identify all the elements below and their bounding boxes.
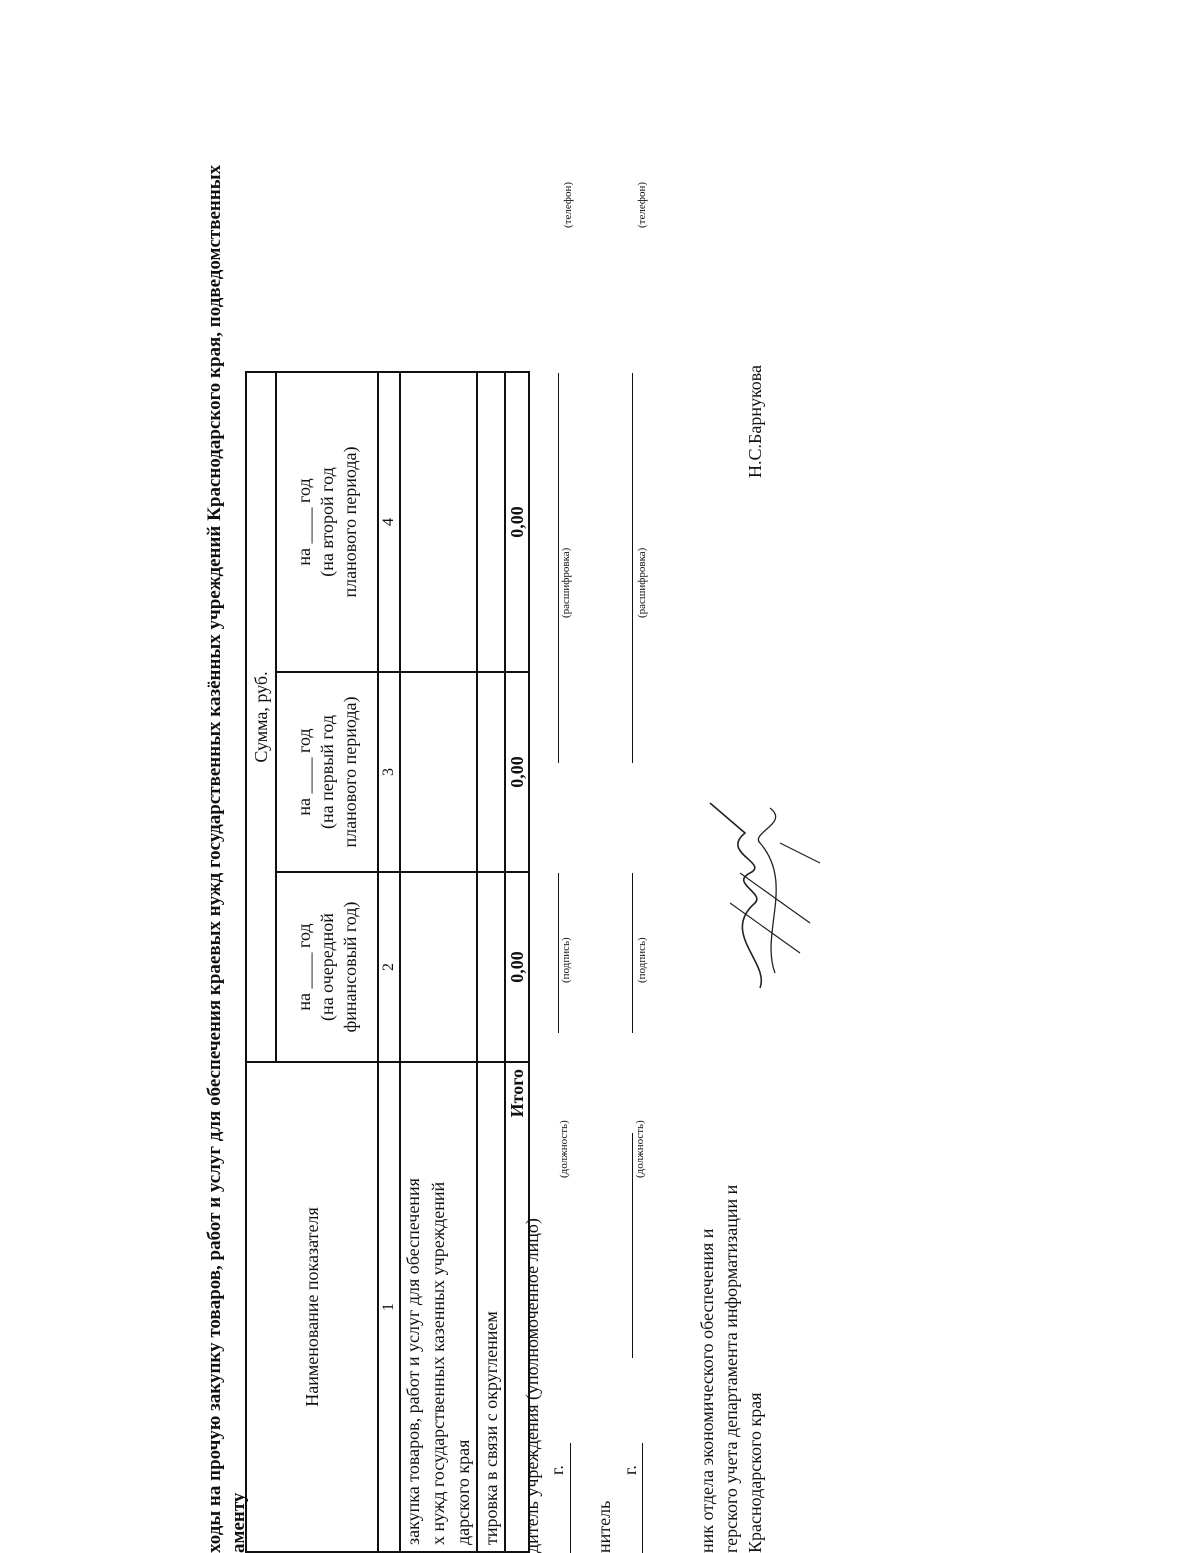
head-signature-line bbox=[558, 873, 559, 1033]
head-label: дитель учреждения (уполномоченное лицо) bbox=[522, 1218, 542, 1553]
row-value bbox=[400, 672, 477, 872]
row-value bbox=[400, 872, 477, 1062]
header-sum: Сумма, руб. bbox=[246, 372, 276, 1062]
executor-label: нитель bbox=[594, 1500, 614, 1553]
header-col-3: на ____ год (на первый год планового периода) bbox=[276, 672, 378, 872]
head-year-mark: г. bbox=[547, 1465, 567, 1475]
header-col-4: на ____ год (на второй год планового периода) bbox=[276, 372, 378, 672]
document-page bbox=[200, 0, 1200, 1553]
head-signature-caption: (подпись) bbox=[560, 937, 572, 983]
row-value bbox=[477, 372, 505, 672]
expense-table bbox=[245, 371, 530, 1553]
row-name: закупка товаров, работ и услуг для обеспечения х нужд государственных казенных учреждений дарского края bbox=[400, 1062, 477, 1552]
total-value-col-3: 0,00 bbox=[505, 672, 529, 872]
row-name: тировка в связи с округлением bbox=[477, 1062, 505, 1552]
executor-decoding-caption: (расшифровка) bbox=[636, 547, 648, 618]
head-decoding-caption: (расшифровка) bbox=[560, 547, 572, 618]
total-value-col-4: 0,00 bbox=[505, 372, 529, 672]
head-position-caption: (должность) bbox=[558, 1120, 570, 1178]
executor-position-caption: (должность) bbox=[634, 1120, 646, 1178]
executor-phone-caption: (телефон) bbox=[636, 181, 648, 228]
header-indicator-name: Наименование показателя bbox=[246, 1062, 378, 1552]
table-row bbox=[477, 372, 505, 1552]
row-value bbox=[400, 372, 477, 672]
heading-line-1: ходы на прочую закупку товаров, работ и услуг для обеспечения краевых нужд государственных казённых учреждений Краснодарского края, подведомственных bbox=[204, 164, 225, 1553]
col-number-2: 2 bbox=[378, 872, 400, 1062]
approval-line-2: герского учета департамента информатизации и bbox=[721, 1184, 741, 1553]
executor-signature-caption: (подпись) bbox=[636, 937, 648, 983]
approval-name: Н.С.Барнукова bbox=[745, 364, 765, 478]
executor-signature-line bbox=[632, 873, 633, 1033]
table-row bbox=[400, 372, 477, 1552]
approval-line-3: Краснодарского края bbox=[745, 1392, 765, 1553]
heading-line-2: аменту bbox=[228, 1492, 249, 1553]
row-value bbox=[477, 872, 505, 1062]
head-phone-caption: (телефон) bbox=[562, 181, 574, 228]
approval-line-1: ник отдела экономического обеспечения и bbox=[697, 1228, 717, 1553]
executor-year-mark: г. bbox=[620, 1465, 640, 1475]
handwritten-signature bbox=[700, 793, 850, 993]
header-col-2: на ____ год (на очередной финансовый год) bbox=[276, 872, 378, 1062]
executor-decoding-line bbox=[632, 373, 633, 763]
total-value-col-2: 0,00 bbox=[505, 872, 529, 1062]
head-decoding-line bbox=[558, 373, 559, 763]
executor-position-line bbox=[632, 1133, 633, 1358]
total-label: Итого bbox=[505, 1062, 529, 1552]
head-date-line bbox=[570, 1443, 571, 1553]
col-number-4: 4 bbox=[378, 372, 400, 672]
col-number-3: 3 bbox=[378, 672, 400, 872]
executor-date-line bbox=[642, 1443, 643, 1553]
row-value bbox=[477, 672, 505, 872]
col-number-1: 1 bbox=[378, 1062, 400, 1552]
